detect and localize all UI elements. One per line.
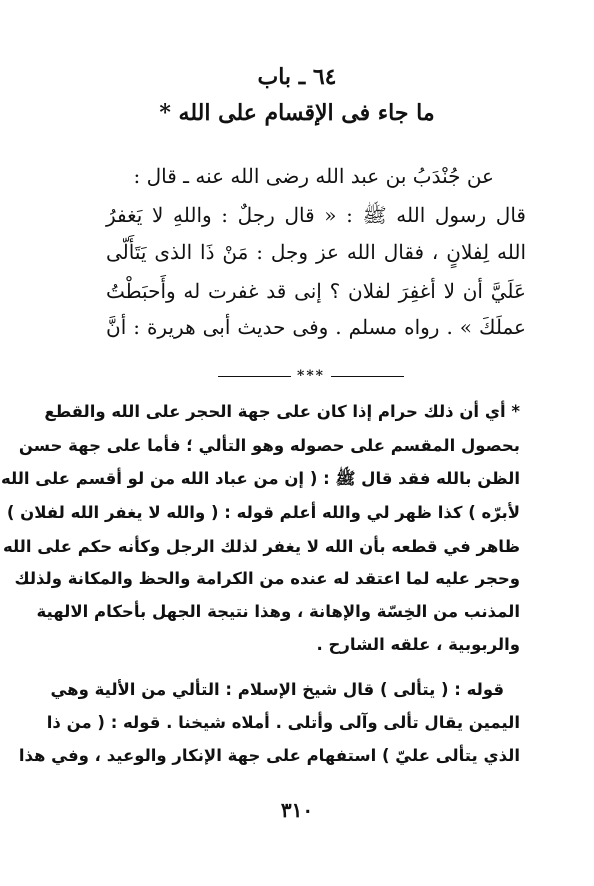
footnote-line: بحصول المقسم على حصوله وهو التألي ؛ فأما على جهة حسن	[18, 436, 520, 455]
separator-stars: ***	[297, 368, 325, 384]
footnote-line: والربوبية ، علقه الشارح .	[316, 635, 520, 654]
commentary-line: الذي يتألى عليّ ) استفهام على جهة الإنكار والوعيد ، وفي هذا	[18, 746, 520, 765]
body-line: عَلَيَّ أن لا أغفِرَ لفلان ؟ إنى قد غفرت له وأَحبَطْتُ	[106, 279, 526, 303]
separator	[218, 368, 404, 384]
footnote-line: ظاهر في قطعه بأن الله لا يغفر لذلك الرجل وكأنه حكم على الله	[2, 537, 520, 556]
footnote-line: المذنب من الخِسّة والإهانة ، وهذا نتيجة الجهل بأحكام الالهية	[36, 602, 520, 621]
body-line: عن جُنْدَبُ بن عبد الله رضى الله عنه ـ قال :	[133, 164, 494, 188]
footnote-line: الظن بالله فقد قال ﷺ : ( إن من عباد الله من لو أقسم على الله	[0, 469, 520, 488]
commentary-line: اليمين يقال تألى وآلى وأتلى . أملاه شيخنا . قوله : ( من ذا	[46, 713, 520, 732]
body-line: قال رسول الله ﷺ : « قال رجلٌ : واللهِ لا يَغفرُ	[106, 203, 526, 227]
commentary-line: قوله : ( يتألى ) قال شيخ الإسلام : التألي من الألية وهي	[50, 680, 504, 699]
page-number: ٣١٠	[280, 798, 314, 822]
body-line: عملَكَ » . رواه مسلم . وفى حديث أبى هريرة : أنَّ	[106, 315, 526, 339]
chapter-number: ٦٤ ـ باب	[257, 64, 337, 90]
footnote-line: * أي أن ذلك حرام إذا كان على جهة الحجر على الله والقطع	[44, 402, 520, 421]
chapter-title: ما جاء فى الإقسام على الله *	[159, 100, 435, 126]
footnote-line: وحجر عليه لما اعتقد له عنده من الكرامة والحظ والمكانة ولذلك	[14, 569, 520, 588]
footnote-line: لأبرّه ) كذا ظهر لي والله أعلم قوله : ( والله لا يغفر الله لفلان )	[6, 503, 520, 522]
body-line: الله لِفلانٍ ، فقال الله عز وجل : مَنْ ذَا الذى يَتَأَلّى	[106, 240, 527, 264]
